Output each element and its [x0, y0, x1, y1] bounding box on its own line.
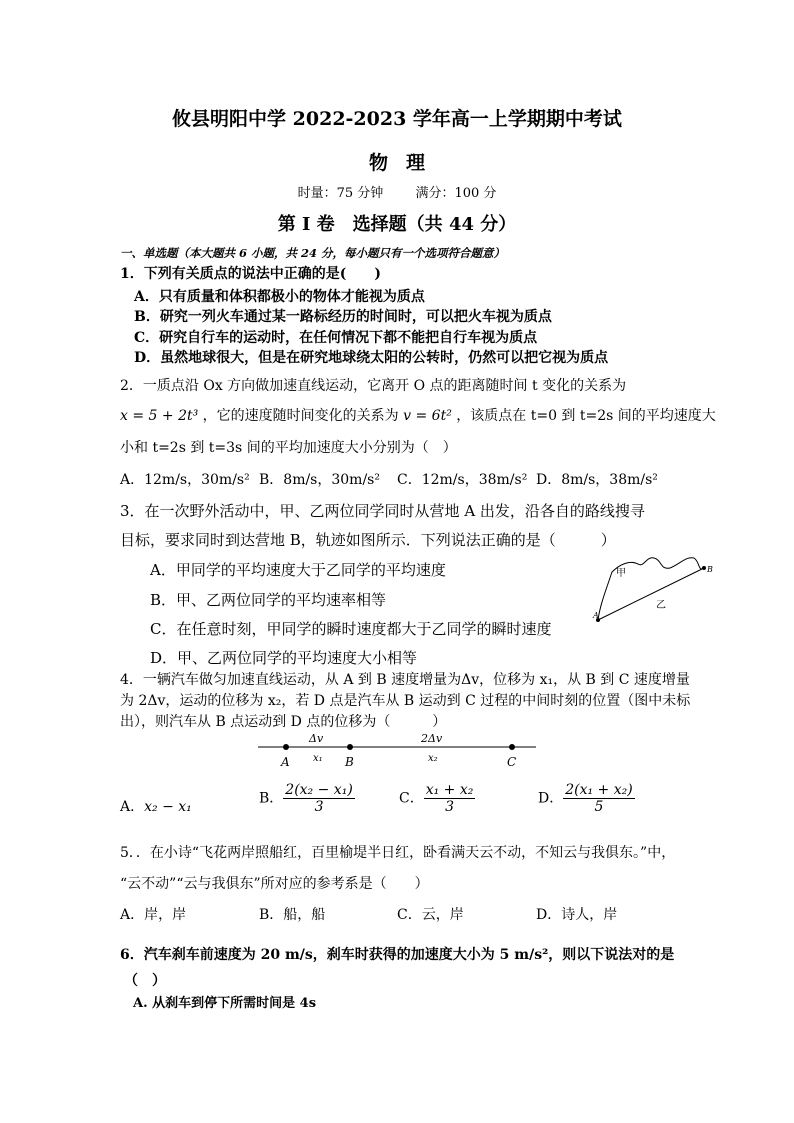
- exam-duration: 时量：75 分钟: [297, 186, 384, 201]
- q4-option-d-fraction: [563, 782, 634, 815]
- q4-label-dv1: Δv: [309, 732, 324, 745]
- q3-label-b: B: [707, 565, 713, 574]
- q2-line2-mid: ，它的速度随时间变化的关系为: [202, 408, 399, 424]
- q3-option-a: A．甲同学的平均速度大于乙同学的平均速度: [150, 561, 446, 579]
- q4-line3: 出），则汽车从 B 点运动到 D 点的位移为（ ）: [120, 714, 447, 730]
- exam-title: 攸县明阳中学 2022-2023 学年高一上学期期中考试: [172, 108, 622, 130]
- q5-option-c: C．云，岸: [397, 907, 464, 923]
- q4-option-a-label: A．: [120, 799, 145, 815]
- section-instructions: 一、单选题（本大题共 6 小题，共 24 分，每小题只有一个选项符合题意）: [120, 246, 506, 260]
- q6-option-a: A. 从刹车到停下所需时间是 4s: [133, 996, 317, 1011]
- q4-label-x2: x₂: [428, 753, 438, 764]
- q2-line3: 小和 t=2s 到 t=3s 间的平均加速度大小分别为（ ）: [120, 440, 457, 456]
- q6-line2: （ ）: [124, 973, 166, 989]
- q4-label-c: C: [507, 755, 517, 769]
- subject-title: 物理: [368, 152, 443, 174]
- q4-option-b-numerator: 2(x₂ − x₁): [285, 782, 353, 798]
- q3-label-yi: 乙: [656, 600, 666, 611]
- q3-point-b: [702, 566, 706, 570]
- q5-option-d: D．诗人，岸: [536, 907, 618, 923]
- q4-label-x1: x₁: [313, 753, 323, 764]
- q1-option-b: B．研究一列火车通过某一路标经历的时间时，可以把火车视为质点: [134, 309, 552, 325]
- q2-line2-end: ，该质点在 t=0 到 t=2s 间的平均速度大: [456, 408, 716, 424]
- q4-label-b: B: [345, 755, 354, 769]
- q3-option-d: D．甲、乙两位同学的平均速度大小相等: [150, 649, 418, 667]
- q4-option-b-denominator: 3: [314, 799, 324, 815]
- q2-option-d: D．8m/s，38m/s²: [536, 472, 658, 488]
- q3-trajectory-figure: [590, 550, 720, 630]
- q5-option-a: A．岸，岸: [120, 907, 187, 923]
- q3-path-yi: [598, 568, 704, 620]
- exam-meta: [0, 182, 794, 201]
- q2-formula-v: v = 6t²: [403, 408, 452, 424]
- q3-label-jia: 甲: [616, 568, 626, 579]
- q4-option-c-numerator: x₁ + x₂: [425, 782, 474, 798]
- q4-option-c-fraction: [424, 782, 476, 815]
- q3-label-a: A: [593, 611, 599, 620]
- q4-point-b: [347, 744, 353, 750]
- q5-line2: “云不动”“云与我俱东”所对应的参考系是（ ）: [120, 876, 429, 892]
- q2-option-c: C．12m/s，38m/s²: [397, 472, 528, 488]
- q4-option-d: [538, 782, 635, 815]
- q3-line1: 3．在一次野外活动中，甲、乙两位同学同时从营地 A 出发，沿各自的路线搜寻: [120, 502, 645, 520]
- q4-option-a-expr: x₂ − x₁: [144, 799, 192, 815]
- q5-line1: 5．．在小诗“飞花两岸照船红，百里榆堤半日红，卧看满天云不动，不知云与我俱东。”中，: [120, 845, 676, 861]
- q4-option-d-label: D．: [538, 790, 564, 807]
- q4-option-c: [399, 782, 475, 815]
- q4-point-c: [509, 744, 515, 750]
- q2-line1: 2．一质点沿 Ox 方向做加速直线运动，它离开 O 点的距离随时间 t 变化的关系为: [120, 378, 627, 394]
- q3-option-c: C．在任意时刻，甲同学的瞬时速度都大于乙同学的瞬时速度: [150, 620, 552, 638]
- q1-stem: 1．下列有关质点的说法中正确的是( ): [120, 266, 381, 282]
- q4-line2: 为 2Δv，运动的位移为 x₂，若 D 点是汽车从 B 运动到 C 过程的中间时刻的位置（图中未标: [120, 693, 691, 709]
- q4-option-b-label: B．: [259, 790, 284, 807]
- q5-option-b: B．船，船: [259, 907, 326, 923]
- exam-score: 满分：100 分: [415, 186, 497, 201]
- q4-option-a: [120, 796, 192, 816]
- q2-option-b: B．8m/s，30m/s²: [259, 472, 380, 488]
- q4-line1: 4．一辆汽车做匀加速直线运动，从 A 到 B 速度增量为Δv，位移为 x₁，从 B 到 C 速度增量: [120, 672, 690, 688]
- q1-option-c: C．研究自行车的运动时，在任何情况下都不能把自行车视为质点: [134, 330, 538, 346]
- q2-option-a: A．12m/s，30m/s²: [120, 472, 250, 488]
- q4-option-b: [259, 782, 355, 815]
- q3-option-b: B．甲、乙两位同学的平均速率相等: [150, 591, 387, 609]
- q1-option-a: A．只有质量和体积都极小的物体才能视为质点: [134, 289, 425, 305]
- q2-line2: [120, 405, 716, 425]
- q4-option-c-denominator: 3: [445, 799, 454, 815]
- q3-line2: 目标，要求同时到达营地 B，轨迹如图所示．下列说法正确的是（ ）: [120, 531, 616, 549]
- q4-label-dv2: 2Δv: [421, 732, 443, 745]
- q4-point-a: [283, 744, 289, 750]
- q2-formula-x: x = 5 + 2t³: [120, 408, 199, 424]
- q4-option-d-numerator: 2(x₁ + x₂): [565, 782, 633, 798]
- q6-line1: 6．汽车刹车前速度为 20 m/s，刹车时获得的加速度大小为 5 m/s²，则以下说法对的是: [120, 947, 675, 963]
- q4-option-b-fraction: [283, 782, 354, 815]
- q1-option-d: D．虽然地球很大，但是在研究地球绕太阳的公转时，仍然可以把它视为质点: [134, 350, 609, 366]
- q4-motion-figure: [250, 730, 545, 772]
- section-title: 第 I 卷 选择题（共 44 分）: [277, 214, 517, 235]
- q3-path-jia: [598, 558, 704, 620]
- q4-option-d-denominator: 5: [594, 799, 604, 815]
- q4-label-a: A: [281, 755, 290, 769]
- q4-option-c-label: C．: [399, 790, 424, 807]
